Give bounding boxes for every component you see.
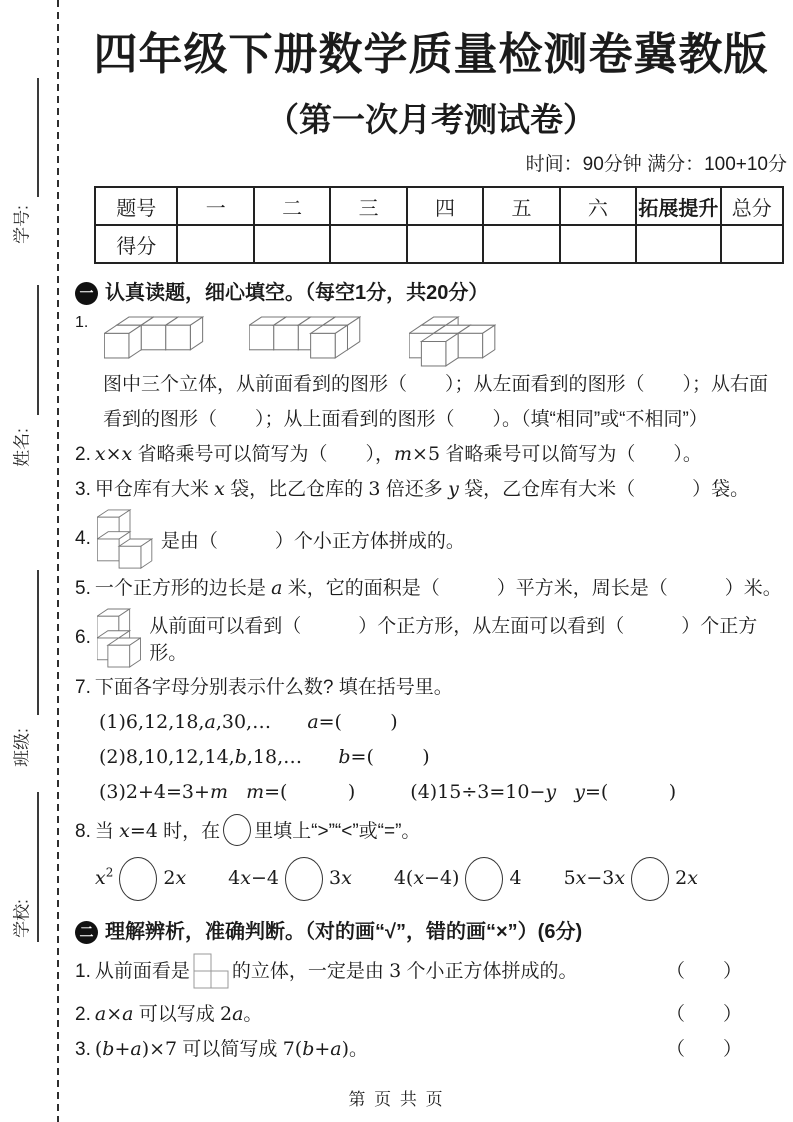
math-var: x	[94, 443, 106, 465]
question-7	[75, 670, 787, 705]
comparison-item	[564, 857, 698, 901]
score-cell	[254, 225, 330, 263]
math-num: 2	[220, 1003, 233, 1025]
question-1-text-line1: 图中三个立体，从前面看到的图形（ ）；从左面看到的图形（ ）；从右面	[103, 374, 769, 395]
question-number: 7.	[75, 677, 91, 698]
comparison-item	[228, 857, 352, 901]
math-num: −3	[586, 867, 615, 890]
math-var: b	[338, 746, 351, 768]
judge-question-1	[75, 945, 787, 997]
section-1-badge-icon: 一	[75, 282, 98, 305]
label-student-id: 学号:	[12, 205, 32, 244]
header-cell: 四	[407, 187, 483, 225]
write-line-class	[37, 570, 39, 715]
page-title: 四年级下册数学质量检测卷冀教版	[93, 30, 769, 79]
question-number: 2.	[75, 444, 91, 465]
question-text: 里填上“>”“<”或“=”。	[254, 821, 421, 842]
math-num: 3	[368, 478, 381, 500]
math-var: x	[95, 867, 106, 890]
math-var: m	[209, 781, 228, 803]
answer-parens: （ ）	[665, 1004, 742, 1025]
score-table-score-row	[95, 225, 783, 263]
math-paren: (	[94, 1038, 103, 1060]
question-text: 甲仓库有大米	[94, 479, 215, 500]
judge-question-2	[75, 997, 787, 1032]
compare-circle-icon	[285, 857, 323, 901]
score-cell	[560, 225, 636, 263]
math-eq: (3)2+4=3+	[99, 781, 210, 803]
math-seq: ,30,…	[215, 711, 308, 733]
header-cell: 六	[560, 187, 636, 225]
math-num: 3	[389, 959, 402, 982]
answer-parens: （ ）	[665, 960, 742, 982]
math-var: a	[271, 577, 283, 599]
header-cell-bonus: 拓展提升	[636, 187, 720, 225]
math-paren: )	[341, 1038, 350, 1060]
answer-blank: =( )	[264, 781, 356, 803]
question-text: 的立体，一定是由	[231, 960, 390, 982]
math-var: x	[413, 867, 425, 890]
math-var: y	[574, 781, 585, 803]
math-exponent: 2	[105, 865, 114, 880]
math-num: −4	[250, 867, 279, 890]
question-number: 3.	[75, 1039, 91, 1060]
question-1-figures	[75, 314, 787, 367]
comparison-item	[95, 857, 186, 901]
section-1-title: 认真读题，细心填空。（每空1分，共20分）	[105, 282, 489, 304]
question-number: 8.	[75, 821, 91, 842]
question-text: 当	[94, 821, 120, 842]
compare-circle-icon	[119, 857, 157, 901]
math-var: y	[448, 478, 459, 500]
question-text: 从前面可以看到（ ）个正方形，从左面可以看到（ ）个正方形。	[149, 616, 758, 664]
cube-stack-icon	[97, 608, 141, 668]
section-2-header	[75, 919, 787, 945]
answer-blank: =( )	[585, 781, 677, 803]
math-var: a	[130, 1038, 142, 1060]
judge-question-3	[75, 1032, 787, 1067]
question-text: 袋，比乙仓库的	[224, 479, 369, 500]
math-num: −4)	[424, 867, 460, 890]
answer-blank: =( )	[350, 746, 430, 768]
math-seq: (2)8,10,12,14,	[99, 746, 235, 768]
math-var: x	[341, 867, 352, 890]
math-var: m	[394, 443, 413, 465]
math-var: a	[307, 711, 319, 733]
question-2	[75, 437, 787, 472]
spacer	[556, 781, 574, 803]
math-var: a	[330, 1038, 342, 1060]
math-num: 7(	[282, 1038, 303, 1060]
question-text: 可以写成	[133, 1004, 220, 1025]
write-line-school	[37, 792, 39, 942]
score-table	[94, 186, 784, 264]
question-text: 一个正方形的边长是	[94, 578, 272, 599]
math-var: a	[232, 1003, 244, 1025]
write-line-name	[37, 285, 39, 415]
question-6	[75, 608, 787, 668]
fold-dashed-line	[57, 0, 59, 1122]
math-num: 2	[163, 867, 176, 890]
header-cell: 二	[254, 187, 330, 225]
math-var: x	[240, 867, 251, 890]
question-text: 个小正方体拼成的。	[401, 960, 578, 982]
question-text: 。	[349, 1039, 369, 1060]
question-number: 6.	[75, 627, 91, 648]
compare-circle-icon	[465, 857, 503, 901]
judge-question-1-text	[75, 952, 578, 990]
question-number: 2.	[75, 1004, 91, 1025]
header-cell-total: 总分	[721, 187, 783, 225]
math-seq: (1)6,12,18,	[99, 711, 205, 733]
paper-content	[75, 0, 787, 1067]
header-cell: 一	[177, 187, 253, 225]
math-op: +	[114, 1038, 131, 1060]
math-var: x	[575, 867, 587, 890]
question-7-item-1	[75, 705, 787, 740]
comparison-item	[394, 857, 522, 901]
question-text: 可以简写成	[177, 1039, 283, 1060]
math-var: m	[246, 781, 265, 803]
math-var: x	[687, 867, 698, 890]
question-number: 4.	[75, 528, 91, 549]
question-text: 省略乘号可以简写为（ ），	[132, 444, 394, 465]
compare-circle-icon	[223, 814, 251, 846]
judge-question-2-text	[75, 997, 262, 1032]
header-cell: 五	[483, 187, 559, 225]
answer-blank: =( )	[318, 711, 398, 733]
question-number: 1.	[75, 960, 91, 982]
cube-solid-1-icon	[104, 316, 204, 359]
page-footer: 第 页 共 页	[348, 1090, 445, 1109]
write-line-student-id	[37, 78, 39, 197]
compare-circle-icon	[631, 857, 669, 901]
math-var: x	[119, 820, 130, 842]
score-cell	[177, 225, 253, 263]
math-var: b	[302, 1038, 315, 1060]
math-var: a	[204, 711, 216, 733]
math-var: x	[214, 478, 225, 500]
cube-solid-3-icon	[409, 316, 496, 367]
question-number: 3.	[75, 479, 91, 500]
math-num: 3	[329, 867, 342, 890]
square-shape-icon	[192, 952, 230, 990]
math-op: )×7	[141, 1038, 178, 1060]
math-op: +	[314, 1038, 331, 1060]
score-cell	[636, 225, 720, 263]
question-text: 袋，乙仓库有大米（ ）袋。	[458, 479, 750, 500]
math-num: 4	[228, 867, 241, 890]
label-name: 姓名:	[12, 428, 32, 467]
question-4	[75, 509, 787, 569]
page-subtitle: （第一次月考测试卷）	[266, 101, 596, 138]
exam-meta: 时间：90分钟 满分：100+10分	[525, 154, 787, 175]
label-school: 学校:	[12, 899, 32, 938]
math-var: a	[122, 1003, 134, 1025]
math-eq: =4	[129, 820, 158, 842]
section-1-header	[75, 280, 787, 306]
math-num: 2	[675, 867, 688, 890]
label-class: 班级:	[12, 728, 32, 767]
score-cell	[721, 225, 783, 263]
math-var: b	[234, 746, 247, 768]
cube-stack-icon	[97, 509, 153, 569]
question-text: 下面各字母分别表示什么数? 填在括号里。	[94, 677, 453, 698]
judge-question-3-text	[75, 1032, 368, 1067]
question-text: 是由（ ）个小正方体拼成的。	[160, 530, 465, 552]
math-op: ×5	[412, 443, 441, 465]
question-8	[75, 814, 787, 849]
math-var: x	[121, 443, 133, 465]
math-op: ×	[105, 443, 122, 465]
score-table-header-row	[95, 187, 783, 225]
math-var: x	[614, 867, 626, 890]
question-8-comparisons	[75, 855, 787, 903]
math-num: 4	[509, 867, 522, 890]
header-cell: 题号	[95, 187, 177, 225]
score-cell	[483, 225, 559, 263]
question-text: 米，它的面积是（ ）平方米，周长是（ ）米。	[282, 578, 782, 599]
question-text: 倍还多	[380, 479, 449, 500]
question-3	[75, 472, 787, 507]
spacer	[228, 781, 246, 803]
math-var: y	[545, 781, 557, 803]
math-var: x	[175, 867, 187, 890]
math-var: a	[94, 1003, 107, 1025]
question-number: 1.	[75, 314, 89, 331]
question-text: 。	[243, 1004, 263, 1025]
section-2-title: 理解辨析，准确判断。（对的画“√”，错的画“×”）(6分)	[105, 921, 583, 943]
cube-solid-2-icon	[249, 316, 361, 359]
math-var: b	[102, 1038, 115, 1060]
question-text: 时，在	[157, 821, 221, 842]
section-2-badge-icon: 二	[75, 921, 98, 944]
answer-parens: （ ）	[665, 1039, 742, 1060]
question-text: 从前面看是	[94, 960, 190, 982]
question-number: 5.	[75, 578, 91, 599]
question-7-items-3-4	[75, 775, 787, 810]
question-7-item-2	[75, 740, 787, 775]
question-1-text-line2: 看到的图形（ ）；从上面看到的图形（ ）。（填“相同”或“不相同”）	[103, 409, 708, 430]
question-5	[75, 571, 787, 606]
score-cell	[407, 225, 483, 263]
score-cell	[330, 225, 406, 263]
header-cell: 三	[330, 187, 406, 225]
score-row-label: 得分	[95, 225, 177, 263]
question-text: 省略乘号可以简写为（ ）。	[440, 444, 702, 465]
math-op: ×	[106, 1003, 123, 1025]
math-num: 5	[563, 867, 576, 890]
math-eq: (4)15÷3=10−	[410, 781, 546, 803]
math-num: 4(	[393, 867, 414, 890]
math-seq: ,18,…	[246, 746, 339, 768]
